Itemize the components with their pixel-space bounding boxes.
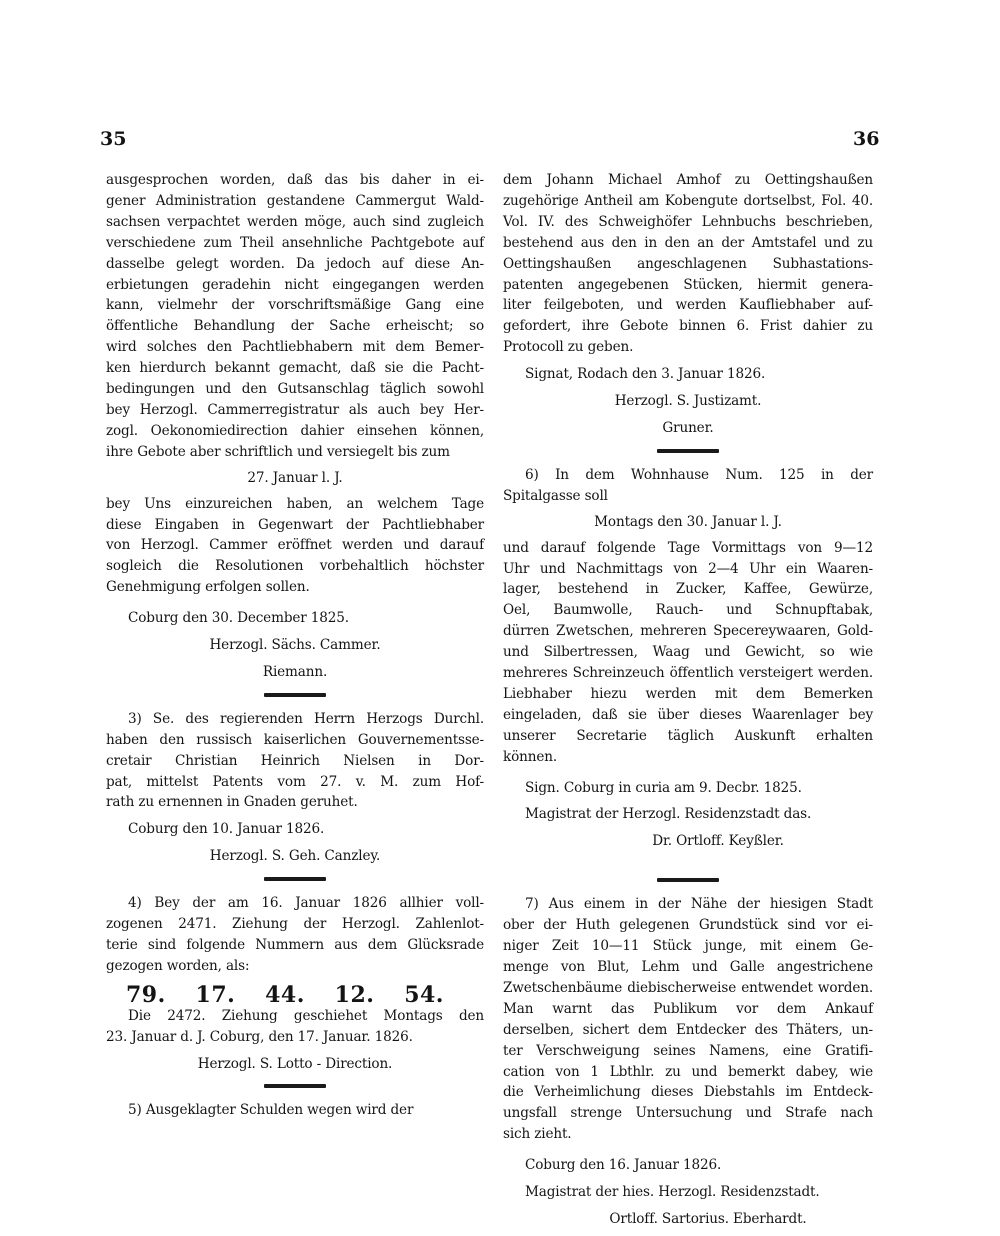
text-line: menge von Blut, Lehm und Galle angestrichene xyxy=(503,959,873,975)
text-line: ken hierdurch bekannt gemacht, daß sie die Pacht- xyxy=(106,360,484,377)
text-line: mehreres Schreinzeuch öffentlich versteigert werden. xyxy=(503,665,873,682)
notice-body xyxy=(503,465,873,507)
notice-body: 5) Ausgeklagter Schulden wegen wird der xyxy=(128,1102,414,1119)
place-date: Coburg den 30. December 1825. xyxy=(128,610,349,627)
signatories: Dr. Ortloff. Keyßler. xyxy=(652,833,784,850)
section-divider xyxy=(503,878,873,882)
text-line: kann, vielmehr der vorschriftsmäßige Gang eine xyxy=(106,297,484,314)
text-line: Genehmigung erfolgen sollen. xyxy=(106,579,310,596)
text-line: zogl. Oekonomiedirection dahier einsehen können, xyxy=(106,422,484,439)
text-line: ter Verschweigung seines Namens, eine Gratifi- xyxy=(503,1042,873,1059)
text-line: Die 2472. Ziehung geschiehet Montags den xyxy=(128,1007,484,1024)
text-line: rath zu ernennen in Gnaden geruhet. xyxy=(106,794,358,811)
notice-amhof-auction xyxy=(503,170,873,439)
page-number-left: 35 xyxy=(100,128,127,150)
signatory: Gruner. xyxy=(662,419,714,436)
text-line: 23. Januar d. J. Coburg, den 17. Januar. 1826. xyxy=(106,1028,413,1045)
notice-6-warehouse-auction xyxy=(503,465,873,852)
issuing-authority: Herzogl. Sächs. Cammer. xyxy=(209,637,381,654)
text-line: cation von 1 Lbthlr. zu und bemerkt dabey, wie xyxy=(503,1063,873,1080)
issuing-authority: Magistrat der hies. Herzogl. Residenzstadt. xyxy=(525,1184,820,1201)
lottery-number: 17. xyxy=(195,981,236,1008)
text-line: Uhr und Nachmittags von 2—4 Uhr ein Waaren- xyxy=(503,560,873,577)
text-line: ausgesprochen worden, daß das bis daher in ei- xyxy=(106,172,484,188)
lottery-number: 79. xyxy=(126,981,166,1008)
section-divider xyxy=(106,1084,484,1088)
notice-body xyxy=(106,709,484,814)
text-line: Man warnt das Publikum vor dem Ankauf xyxy=(503,1000,873,1017)
deadline-date: 27. Januar l. J. xyxy=(247,469,343,486)
issuing-authority: Herzogl. S. Lotto - Direction. xyxy=(197,1055,393,1072)
text-line: Oel, Baumwolle, Rauch- und Schnupftabak, xyxy=(503,602,873,619)
text-line: dürren Zwetschen, mehreren Specereywaaren, Gold- xyxy=(503,623,873,640)
text-line: 4) Bey der am 16. Januar 1826 allhier voll- xyxy=(128,895,484,912)
place-date: Coburg den 10. Januar 1826. xyxy=(128,821,325,838)
place-date: Sign. Coburg in curia am 9. Decbr. 1825. xyxy=(525,779,802,796)
text-line: die Verheimlichung dieses Diebstahls im Entdeck- xyxy=(503,1084,873,1101)
text-line: gener Administration gestandene Cammergut Wald- xyxy=(106,192,484,209)
lottery-number: 12. xyxy=(334,981,375,1008)
text-line: dem Johann Michael Amhof zu Oettingshaußen xyxy=(503,172,873,188)
place-date: Signat, Rodach den 3. Januar 1826. xyxy=(525,366,766,383)
notice-7-theft xyxy=(503,894,873,1230)
left-column xyxy=(106,170,484,1121)
text-line: haben den russisch kaiserlichen Gouvernementsse- xyxy=(106,731,484,748)
place-date: Coburg den 16. Januar 1826. xyxy=(525,1157,722,1174)
text-line: derselben, sichert dem Entdecker des Thäters, un- xyxy=(503,1021,873,1038)
lottery-number: 54. xyxy=(404,981,444,1008)
text-line: verschiedene zum Theil ansehnliche Pachtgebote auf xyxy=(106,234,484,251)
section-divider xyxy=(106,877,484,881)
text-line: dasselbe gelegt worden. Da jedoch auf diese An- xyxy=(106,255,484,272)
notice-body xyxy=(106,170,484,463)
text-line: unserer Secretarie täglich Auskunft erhalten xyxy=(503,727,873,744)
lottery-numbers xyxy=(106,983,484,1006)
section-divider xyxy=(106,693,484,697)
text-line: ihre Gebote aber schriftlich und versiegelt bis zum xyxy=(106,443,450,460)
notice-5-debts xyxy=(106,1100,484,1121)
text-line: Oettingshaußen angeschlagenen Subhastations- xyxy=(503,255,873,272)
text-line: gezogen worden, als: xyxy=(106,957,250,974)
text-line: terie sind folgende Nummern aus dem Glücksrade xyxy=(106,937,484,953)
text-line: Spitalgasse soll xyxy=(503,487,608,504)
text-line: lager, bestehend in Zucker, Kaffee, Gewürze, xyxy=(503,581,873,598)
text-line: sich zieht. xyxy=(503,1126,572,1143)
text-line: 6) In dem Wohnhause Num. 125 in der xyxy=(525,466,873,483)
section-divider xyxy=(503,449,873,453)
notice-cammergut-lease xyxy=(106,170,484,683)
notice-4-lottery xyxy=(106,893,484,1074)
issuing-authority: Herzogl. S. Geh. Canzley. xyxy=(209,848,381,865)
text-line: sachsen verpachtet werden möge, auch sind zugleich xyxy=(106,213,484,230)
issuing-authority: Magistrat der Herzogl. Residenzstadt das. xyxy=(525,806,812,823)
notice-body xyxy=(503,894,873,1145)
right-column xyxy=(503,170,873,1236)
text-line: und Silbertressen, Waag und Gewicht, so wie xyxy=(503,644,873,661)
text-line: Liebhaber hiezu werden mit dem Bemerken xyxy=(503,685,873,702)
text-line: wird solches den Pachtliebhabern mit dem Bemer- xyxy=(106,339,484,356)
text-line: und darauf folgende Tage Vormittags von 9—12 xyxy=(503,539,873,556)
text-line: sogleich die Resolutionen vorbehaltlich höchster xyxy=(106,558,484,575)
notice-3-appointment xyxy=(106,709,484,867)
text-line: 7) Aus einem in der Nähe der hiesigen Stadt xyxy=(525,896,873,913)
text-line: bey Herzogl. Cammerregistratur als auch bey Her- xyxy=(106,401,484,418)
lottery-number: 44. xyxy=(265,981,305,1008)
text-line: Vol. IV. des Schweighöfer Lehnbuchs beschrieben, xyxy=(503,213,873,230)
text-line: erbietungen geradehin nicht eingegangen werden xyxy=(106,276,484,293)
text-line: bedingungen und den Gutsanschlag täglich sowohl xyxy=(106,381,484,398)
text-line: pat, mittelst Patents vom 27. v. M. zum Hof- xyxy=(106,773,484,790)
text-line: liter feilgeboten, und werden Kaufliebhaber auf- xyxy=(503,297,873,314)
text-line: von Herzogl. Cammer eröffnet werden und darauf xyxy=(106,537,484,554)
text-line: können. xyxy=(503,748,558,765)
text-line: zogenen 2471. Ziehung der Herzogl. Zahlenlot- xyxy=(106,916,484,933)
text-line: Zwetschenbäume diebischerweise entwendet worden. xyxy=(503,979,873,996)
text-line: zugehörige Antheil am Kobengute dortselbst, Fol. 40. xyxy=(503,192,873,209)
text-line: ungsfall strenge Untersuchung und Strafe nach xyxy=(503,1105,873,1122)
text-line: Protocoll zu geben. xyxy=(503,339,634,356)
text-line: öffentliche Behandlung der Sache erheischt; so xyxy=(106,318,484,335)
text-line: diese Eingaben in Gegenwart der Pachtliebhaber xyxy=(106,516,484,533)
notice-body-continued xyxy=(503,538,873,768)
signatory: Riemann. xyxy=(262,663,328,680)
issuing-authority: Herzogl. S. Justizamt. xyxy=(614,393,762,410)
text-line: 3) Se. des regierenden Herrn Herzogs Durchl. xyxy=(128,710,484,727)
text-line: niger Zeit 10—11 Stück junge, mit einem Ge- xyxy=(503,938,873,955)
text-line: gefordert, ihre Gebote binnen 6. Frist dahier zu xyxy=(503,318,873,335)
notice-body xyxy=(106,893,484,977)
text-line: ober der Huth gelegenen Grundstück sind vor ei- xyxy=(503,917,873,934)
notice-body xyxy=(503,170,873,358)
page-number-right: 36 xyxy=(853,128,880,150)
notice-body-continued xyxy=(106,494,484,599)
auction-date: Montags den 30. Januar l. J. xyxy=(594,513,782,530)
text-line: eingeladen, daß sie über dieses Waarenlager bey xyxy=(503,706,873,723)
notice-body-continued xyxy=(106,1006,484,1048)
text-line: cretair Christian Heinrich Nielsen in Dor- xyxy=(106,752,484,769)
signatories: Ortloff. Sartorius. Eberhardt. xyxy=(609,1210,807,1227)
text-line: bey Uns einzureichen haben, an welchem Tage xyxy=(106,495,484,512)
text-line: patenten angegebenen Stücken, hiermit genera- xyxy=(503,276,873,293)
text-line: bestehend aus den in den an der Amtstafel und zu xyxy=(503,234,873,251)
